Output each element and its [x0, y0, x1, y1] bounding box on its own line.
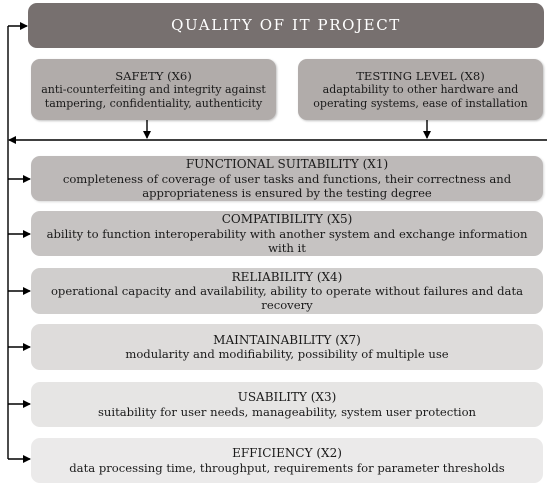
reliability-box — [31, 268, 543, 314]
compatibility-description: ability to function interoperability with another system and exchange information with it — [46, 226, 528, 255]
usability-heading: USABILITY (X3) — [237, 390, 337, 405]
usability-box — [31, 382, 543, 427]
safety-box — [31, 59, 276, 120]
testing-level-heading: TESTING LEVEL (X8) — [356, 69, 485, 84]
functional-suitability-description: completeness of coverage of user tasks and functions, their correctness and appropriateness is ensured by the testing degree — [62, 171, 512, 200]
reliability-description: operational capacity and availability, ability to operate without failures and data recovery — [50, 284, 524, 313]
diagram-title — [28, 3, 544, 48]
maintainability-box — [31, 324, 543, 370]
compatibility-heading: COMPATIBILITY (X5) — [221, 212, 353, 227]
efficiency-heading: EFFICIENCY (X2) — [232, 446, 342, 461]
testing-level-description: adaptability to other hardware and operating systems, ease of installation — [313, 83, 528, 110]
functional-suitability-box — [31, 156, 543, 201]
maintainability-description: modularity and modifiability, possibility of multiple use — [125, 347, 449, 362]
maintainability-heading: MAINTAINABILITY (X7) — [213, 332, 361, 347]
reliability-heading: RELIABILITY (X4) — [231, 269, 343, 284]
safety-heading: SAFETY (X6) — [115, 69, 192, 84]
usability-description: suitability for user needs, manageability, system user protection — [97, 404, 477, 419]
efficiency-box — [31, 438, 543, 483]
testing-level-box — [298, 59, 543, 120]
efficiency-description: data processing time, throughput, requirements for parameter thresholds — [69, 460, 505, 475]
title-text: QUALITY OF IT PROJECT — [171, 16, 401, 35]
safety-description: anti-counterfeiting and integrity against tampering, confidentiality, authenticity — [41, 83, 266, 110]
functional-suitability-heading: FUNCTIONAL SUITABILITY (X1) — [185, 157, 389, 172]
compatibility-box — [31, 211, 543, 256]
